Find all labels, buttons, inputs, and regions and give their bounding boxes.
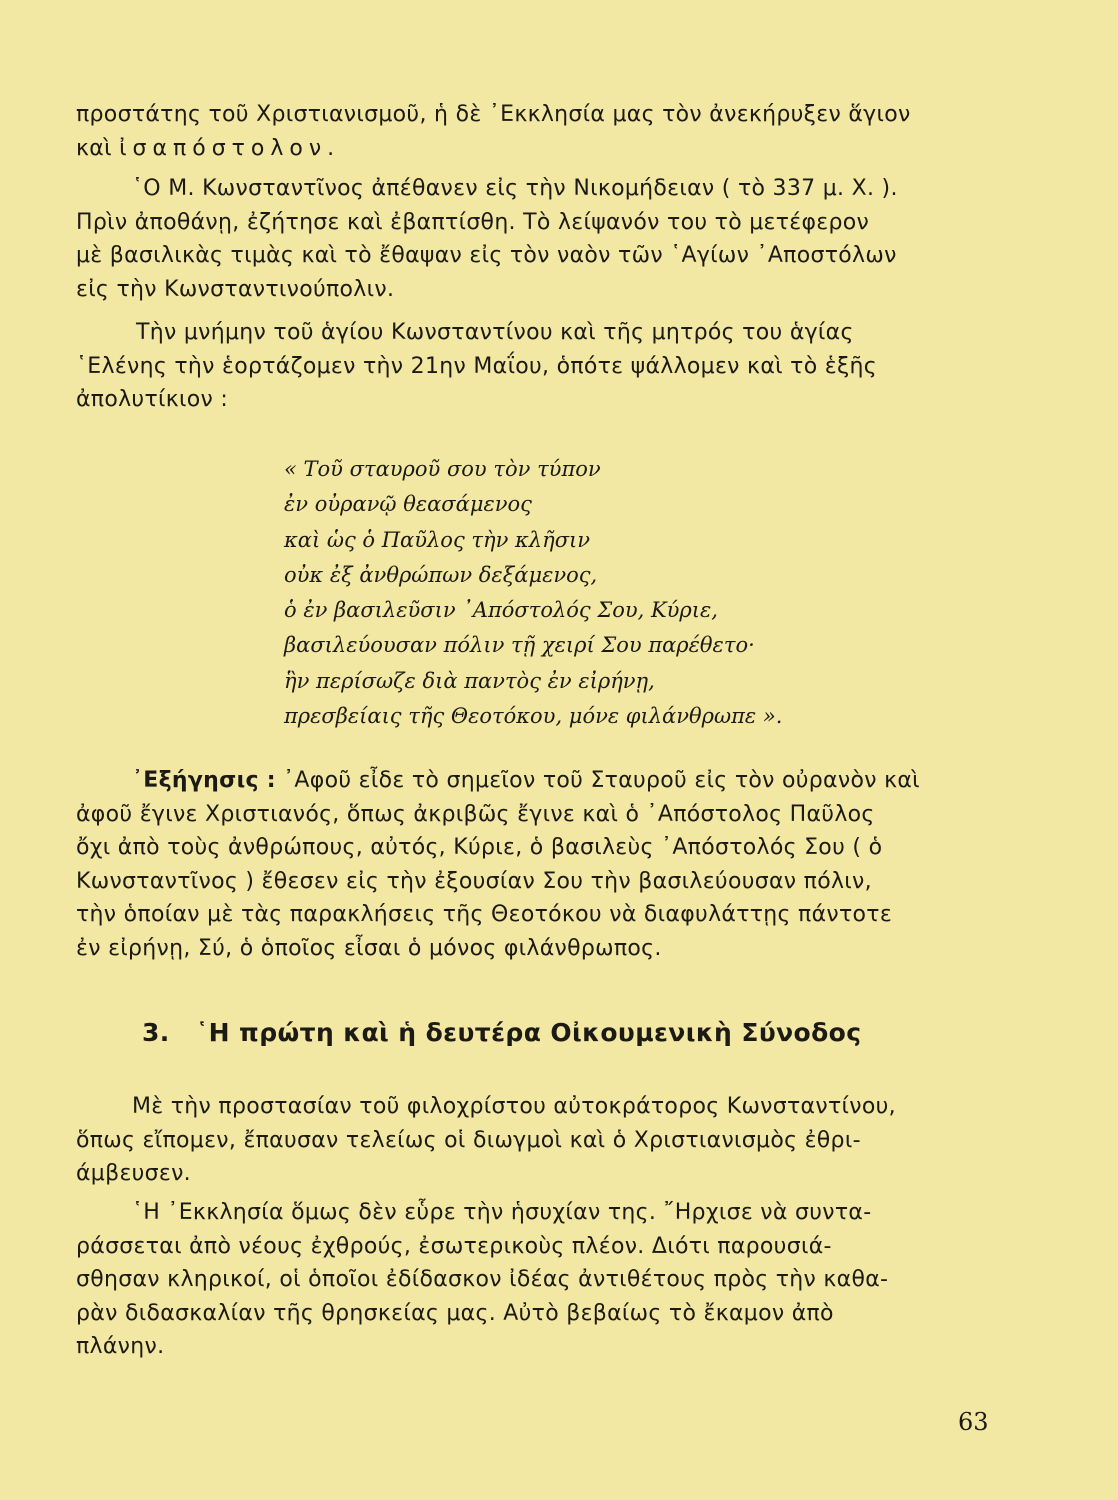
apolytikion-hymn: [284, 452, 884, 734]
page-number: 63: [958, 1408, 989, 1436]
text-fragment: καὶ: [76, 135, 120, 161]
spaced-word: ἰσαπόστολον.: [119, 135, 341, 161]
text-line: [76, 764, 1006, 798]
section-title: ῾Η πρώτη καὶ ἡ δευτέρα Οἰκουμενικὴ Σύνοδος: [195, 1018, 862, 1047]
text-line: εἰς τὴν Κωνσταντινούπολιν.: [76, 276, 395, 302]
text-line: ρὰν διδασκαλίαν τῆς θρησκείας μας. Αὐτὸ βεβαίως τὸ ἔκαμον ἀπὸ: [76, 1300, 834, 1326]
paragraph-continuation: [76, 98, 1006, 165]
hymn-line: οὐκ ἐξ ἀνθρώπων δεξάμενος,: [284, 562, 598, 587]
hymn-line: καὶ ὡς ὁ Παῦλος τὴν κλῆσιν: [284, 527, 591, 552]
text-fragment: ᾿Αφοῦ εἶδε τὸ σημεῖον τοῦ Σταυροῦ εἰς τὸν οὐρανὸν καὶ: [275, 768, 920, 793]
text-line: ῾Ο Μ. Κωνσταντῖνος ἀπέθανεν εἰς τὴν Νικομήδειαν ( τὸ 337 μ. Χ. ).: [132, 176, 898, 201]
text-line: Κωνσταντῖνος ) ἔθεσεν εἰς τὴν ἐξουσίαν Σου τὴν βασιλεύουσαν πόλιν,: [76, 868, 872, 894]
text-line: σθησαν κληρικοί, οἱ ὁποῖοι ἐδίδασκον ἰδέας ἀντιθέτους πρὸς τὴν καθα-: [76, 1267, 889, 1292]
hymn-line: ὁ ἐν βασιλεῦσιν ᾿Απόστολός Σου, Κύριε,: [284, 598, 718, 623]
text-line: ἀφοῦ ἔγινε Χριστιανός, ὅπως ἀκριβῶς ἔγινε καὶ ὁ ᾿Απόστολος Παῦλος: [76, 801, 875, 827]
text-line: μὲ βασιλικὰς τιμὰς καὶ τὸ ἔθαψαν εἰς τὸν ναὸν τῶν ῾Αγίων ᾿Αποστόλων: [76, 243, 897, 268]
paragraph-feast-day: [76, 316, 1006, 417]
text-line: ράσσεται ἀπὸ νέους ἐχθρούς, ἐσωτερικοὺς πλέον. Διότι παρουσιά-: [76, 1233, 832, 1259]
text-line: άμβευσεν.: [76, 1161, 191, 1186]
text-line: πλάνην.: [76, 1334, 165, 1359]
section-number: 3.: [142, 1018, 170, 1047]
text-line: ὅπως εἴπομεν, ἔπαυσαν τελείως οἱ διωγμοὶ καὶ ὁ Χριστιανισμὸς ἐθρι-: [76, 1127, 861, 1153]
text-line: ῾Ελένης τὴν ἑορτάζομεν τὴν 21ην Μαΐου, ὁπότε ψάλλομεν καὶ τὸ ἑξῆς: [76, 353, 877, 379]
text-line: Μὲ τὴν προστασίαν τοῦ φιλοχρίστου αὐτοκράτορος Κωνσταντίνου,: [132, 1094, 896, 1119]
text-line: [76, 132, 1006, 166]
paragraph-persecutions-ended: [76, 1090, 1006, 1191]
text-line: ἐν εἰρήνῃ, Σύ, ὁ ὁποῖος εἶσαι ὁ μόνος φιλάνθρωπος.: [76, 935, 662, 961]
paragraph-death-of-constantine: [76, 172, 1006, 306]
paragraph-explanation: [76, 764, 1006, 965]
paragraph-heresies: [76, 1196, 1006, 1364]
text-line: ὄχι ἀπὸ τοὺς ἀνθρώπους, αὐτός, Κύριε, ὁ βασιλεὺς ᾿Απόστολός Σου ( ὁ: [76, 835, 883, 860]
text-line: τὴν ὁποίαν μὲ τὰς παρακλήσεις τῆς Θεοτόκου νὰ διαφυλάττῃς πάντοτε: [76, 902, 893, 927]
hymn-line: πρεσβείαις τῆς Θεοτόκου, μόνε φιλάνθρωπε ».: [284, 704, 783, 729]
hymn-line: ἣν περίσωζε διὰ παντὸς ἐν εἰρήνῃ,: [284, 668, 655, 693]
hymn-line: « Τοῦ σταυροῦ σου τὸν τύπον: [284, 457, 601, 481]
text-line: Τὴν μνήμην τοῦ ἁγίου Κωνσταντίνου καὶ τῆς μητρός του ἁγίας: [136, 320, 854, 345]
text-line: ἀπολυτίκιον :: [76, 387, 229, 412]
hymn-line: ἐν οὐρανῷ θεασάμενος: [284, 492, 532, 517]
section-heading: [142, 1018, 861, 1047]
text-line: ῾Η ᾿Εκκλησία ὅμως δὲν εὗρε τὴν ἡσυχίαν της. ῎Ηρχισε νὰ συντα-: [132, 1200, 872, 1225]
explanation-label: ᾿Εξήγησις :: [132, 768, 276, 793]
text-line: προστάτης τοῦ Χριστιανισμοῦ, ἡ δὲ ᾿Εκκλησία μας τὸν ἀνεκήρυξεν ἅγιον: [76, 102, 911, 127]
hymn-line: βασιλεύουσαν πόλιν τῇ χειρί Σου παρέθετο·: [284, 633, 755, 658]
text-line: Πρὶν ἀποθάνῃ, ἐζήτησε καὶ ἐβαπτίσθη. Τὸ λείψανόν του τὸ μετέφερον: [76, 209, 870, 235]
